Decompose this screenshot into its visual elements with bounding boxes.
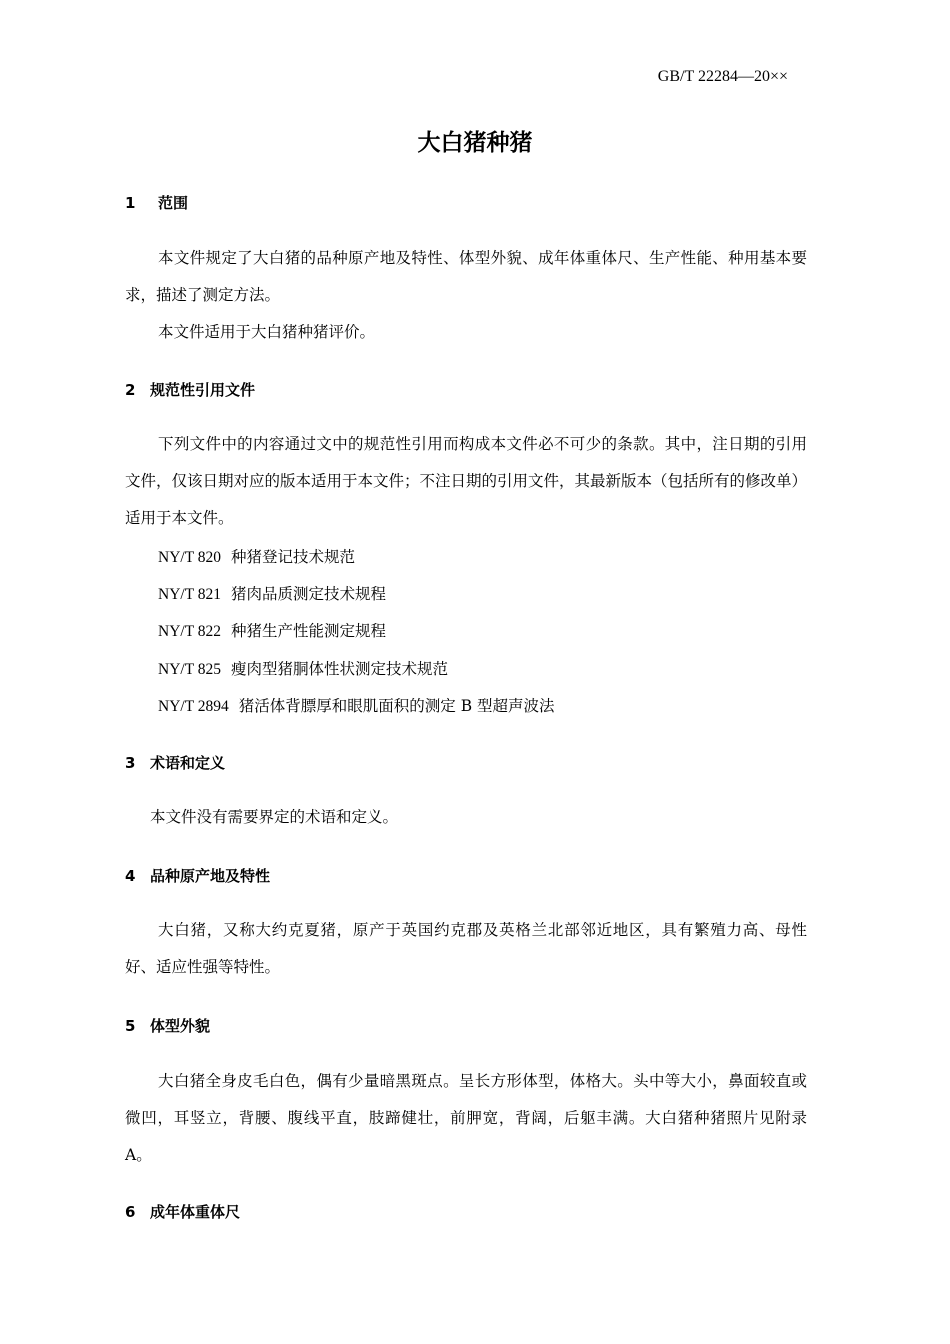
reference-code: NY/T 2894 [158,698,229,715]
section-5-paragraph-1: 大白猪全身皮毛白色，偶有少量暗黑斑点。呈长方形体型，体格大。头中等大小，鼻面较直或微凹，耳竖立，背腰、腹线平直，肢蹄健壮，前胛宽，背阔，后躯丰满。大白猪种猪照片见附录 A。 [125,1072,807,1164]
section-number: 1 [125,194,136,212]
section-title: 成年体重体尺 [150,1203,241,1221]
reference-code: NY/T 820 [158,549,222,566]
reference-item [158,659,448,680]
section-number: 6 [125,1203,136,1221]
document-title: 大白猪种猪 [417,130,533,156]
section-4-paragraph-1: 大白猪，又称大约克夏猪，原产于英国约克郡及英格兰北部邻近地区，具有繁殖力高、母性好、适应性强等特性。 [125,921,807,976]
standard-number: GB/T 22284—20×× [657,68,788,85]
section-5-heading [125,1015,210,1036]
section-number: 4 [125,867,136,885]
reference-title: 猪活体背膘厚和眼肌面积的测定 B 型超声波法 [238,697,555,715]
reference-code: NY/T 822 [158,623,222,640]
section-title: 术语和定义 [150,754,226,772]
section-1-paragraph-1: 本文件规定了大白猪的品种原产地及特性、体型外貌、成年体重体尺、生产性能、种用基本要求，描述了测定方法。 [125,249,807,304]
section-title: 范围 [158,194,189,212]
section-number: 5 [125,1017,136,1035]
reference-title: 瘦肉型猪胴体性状测定技术规范 [231,660,449,678]
section-1-paragraph-2: 本文件适用于大白猪种猪评价。 [158,323,376,341]
reference-title: 种猪生产性能测定规程 [231,622,387,640]
section-title: 体型外貌 [150,1017,211,1035]
section-4-heading [125,865,270,886]
section-6-heading [125,1201,240,1222]
reference-item [158,584,386,605]
reference-title: 猪肉品质测定技术规程 [231,585,387,603]
section-title: 规范性引用文件 [150,381,256,399]
section-number: 2 [125,381,136,399]
reference-code: NY/T 821 [158,586,222,603]
reference-title: 种猪登记技术规范 [231,548,356,566]
section-title: 品种原产地及特性 [150,867,271,885]
reference-item [158,547,355,568]
section-number: 3 [125,754,136,772]
reference-item [158,621,386,642]
section-1-heading [125,192,188,213]
section-3-paragraph-1: 本文件没有需要界定的术语和定义。 [150,808,399,826]
section-3-heading [125,752,225,773]
section-2-paragraph-1: 下列文件中的内容通过文中的规范性引用而构成本文件必不可少的条款。其中，注日期的引用文件，仅该日期对应的版本适用于本文件；不注日期的引用文件，其最新版本（包括所有的修改单）适用于本文件。 [125,435,808,527]
section-2-heading [125,379,255,400]
reference-item [158,696,555,717]
reference-code: NY/T 825 [158,661,222,678]
